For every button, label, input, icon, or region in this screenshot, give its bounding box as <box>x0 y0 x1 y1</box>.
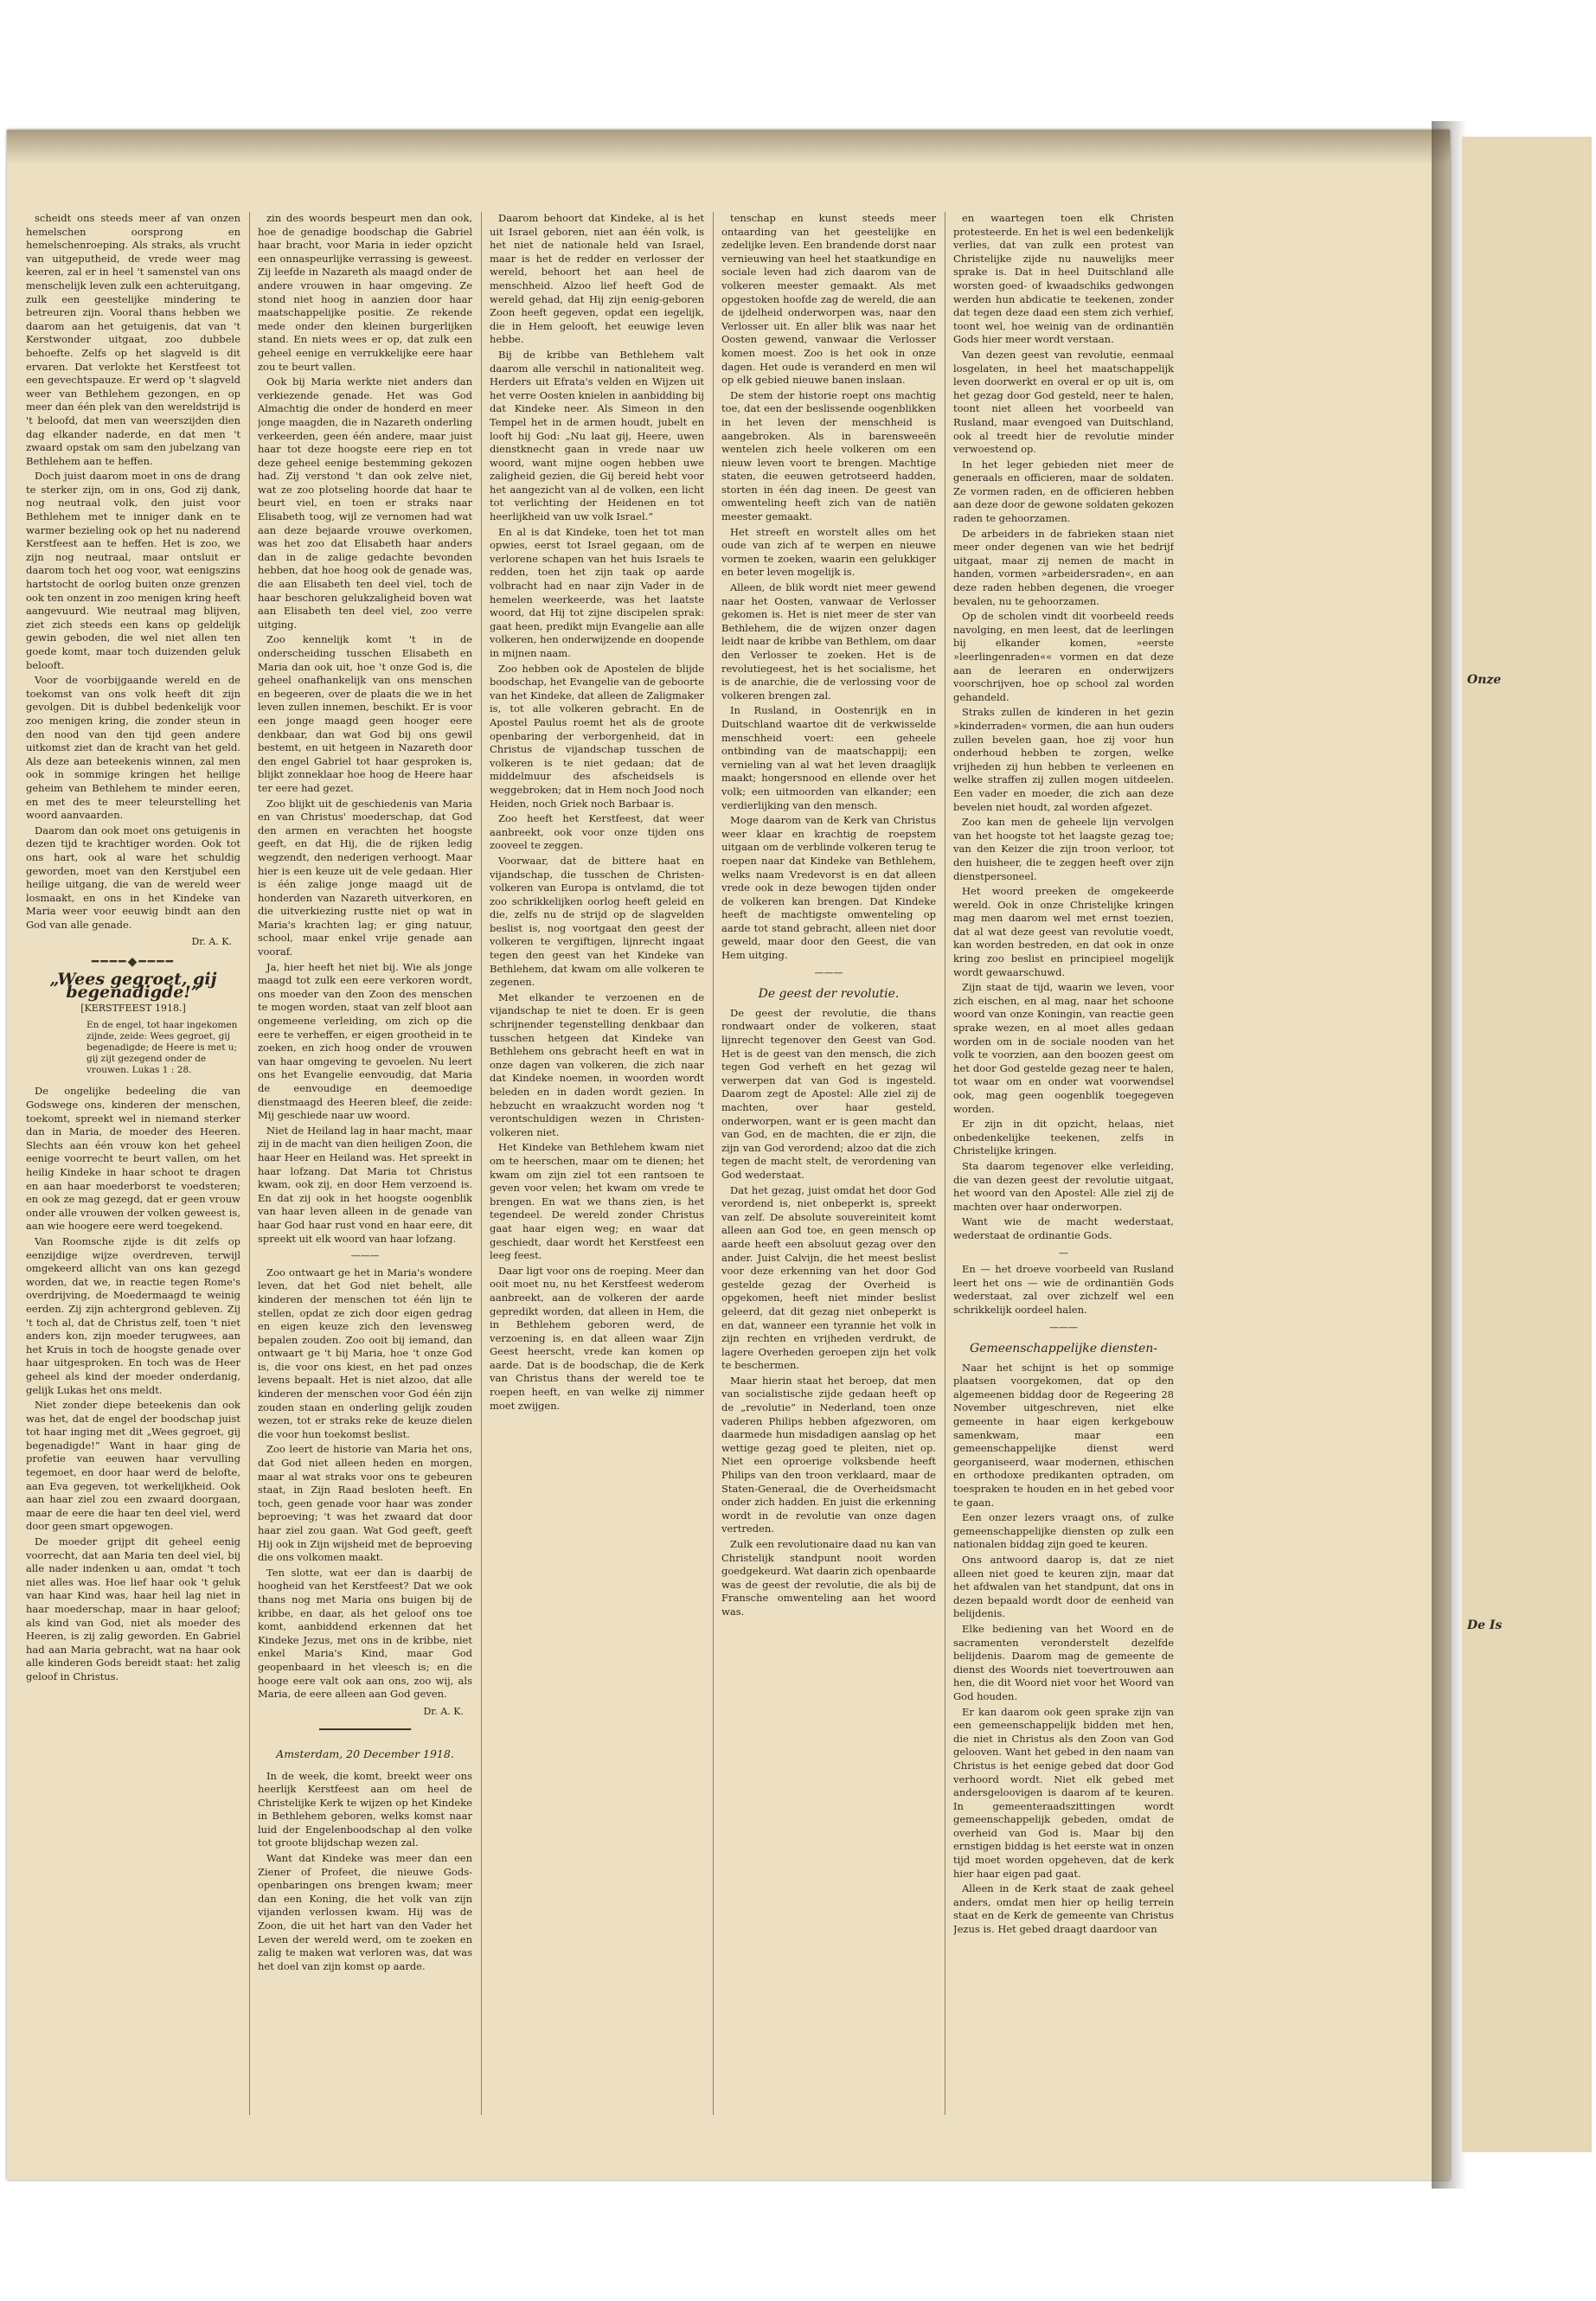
paragraph: Alleen, de blik wordt niet meer gewend naar het Oosten, vanwaar de Verlosser gekomen is. Het is niet meer de ster van Bethlehem, die de wijzen onzer dagen leidt naar de kribbe van Bethlem, om daar den Verlosser te zoeken. Het is de revolutiegeest, het is het socialisme, het is de anarchie, die de verlossing voor de volkeren brengen zal. <box>721 581 936 702</box>
section-separator: ——— <box>350 1250 380 1262</box>
column-1 <box>26 212 240 2167</box>
paragraph: scheidt ons steeds meer af van onzen hemelschen oorsprong en hemelschenroeping. Als straks, als vrucht van uitgeputheid, de vrede weer mag keeren, zal er in heel 't samenstel van ons menschelijk leven zulk een achteruitgang, zulk een geestelijke mindering te betreuren zijn. Vooral thans hebben we daarom aan het getuigenis, dat van 't Kerstwonder uitgaat, zoo dubbele behoefte. Zelfs op het slagveld is dit ervaren. Dat verlokte het Kerstfeest tot een gevechtspauze. Er werd op 't slagveld weer van Bethlehem gezongen, en op meer dan één plek van den wereldstrijd is 't beloofd, dat men van weerszijden dien dag elkander naderde, en dat men 't zwaard opstak om sam den jubelzang van Bethlehem aan te heffen. <box>26 212 240 467</box>
paragraph: De arbeiders in de fabrieken staan niet meer onder degenen van wie het bedrijf uitgaat, maar zij nemen de macht in handen, vormen »arbeidersraden«, en aan deze raden hebben degenen, die vroeger bevalen, nu te gehoorzamen. <box>953 527 1174 607</box>
paragraph: Het Kindeke van Bethlehem kwam niet om te heerschen, maar om te dienen; het kwam om zijn ziel tot een rantsoen te geven voor velen; het kwam om vrede te brengen. En wat we thans zien, is het tegendeel. De wereld zonder Christus gaat haar eigen weg; en waar dat geschiedt, daar wordt het Kerstfeest een leeg feest. <box>490 1141 704 1262</box>
paragraph: Zoo ontwaart ge het in Maria's wondere leven, dat het God niet behelt, alle kinderen der menschen tot één lijn te stellen, opdat ze zich door eigen gedrag en eigen keuze zich den levensweg bepalen zouden. Zoo ooit bij iemand, dan ontwaart ge 't bij Maria, hoe 't onze God is, die voor ons kiest, en het pad onzes levens bepaalt. Het is niet alzoo, dat alle kinderen der menschen voor God één zijn zouden staan en onderling gelijk zouden wezen, tot er straks reke de keuze dielen die voor hun toekomst beslist. <box>258 1266 472 1440</box>
paragraph: Straks zullen de kinderen in het gezin »kinderraden« vormen, die aan hun ouders zullen bevelen gaan, hoe zij voor hun onderhoud hebben te zorgen, welke vrijheden zij hun hebben te verleenen en welke straffen zij zullen mogen uitdeelen. Een vader en moeder, die zich aan deze bevelen niet houdt, zal worden afgezet. <box>953 706 1174 813</box>
paragraph: Dat het gezag, juist omdat het door God verordend is, niet onbeperkt is, spreekt van zelf. De absolute souvereiniteit komt alleen aan God toe, en geen mensch op aarde heeft een absoluut gezag over den ander. Juist Calvijn, die het meest beslist voor deze erkenning van het door God gestelde gezag der Overheid is opgekomen, heeft niet minder beslist geleerd, dat dit gezag niet onbeperkt is en dat, wanneer een tyrannie het volk in zijn rechten en vrijheden verdrukt, de lagere Overheden geroepen zijn het volk te beschermen. <box>721 1183 936 1372</box>
paragraph: Niet zonder diepe beteekenis dan ook was het, dat de engel der boodschap juist tot haar inging met dit „Wees gegroet, gij begenadigde!” Want in haar ging de profetie van eeuwen haar vervulling tegemoet, en door haar werd de belofte, aan Eva gegeven, tot werkelijkheid. Ook aan haar ziel zou een zwaard doorgaan, maar de eere die haar ten deel viel, werd door geen smart opgewogen. <box>26 1399 240 1533</box>
paragraph: Naar het schijnt is het op sommige plaatsen voorgekomen, dat op den algemeenen biddag door de Regeering 28 November uitgeschreven, niet elke gemeente in haar eigen kerkgebouw samenkwam, maar een gemeenschappelijke dienst werd georganiseerd, waar modernen, ethischen en orthodoxe predikanten optraden, om toespraken te houden en in het gebed voor te gaan. <box>953 1361 1174 1509</box>
column-3 <box>490 212 704 2167</box>
paragraph: Elke bediening van het Woord en de sacramenten veronderstelt dezelfde belijdenis. Daarom mag de gemeente de dienst des Woords niet toevertrouwen aan hen, die dit Woord niet voor het Woord van God houden. <box>953 1622 1174 1702</box>
paragraph: Er zijn in dit opzicht, helaas, niet onbedenkelijke teekenen, zelfs in Christelijke kringen. <box>953 1118 1174 1157</box>
section-separator: — <box>1059 1247 1068 1259</box>
paragraph: Zijn staat de tijd, waarin we leven, voor zich eischen, en al mag, naar het schoone woord van onze Koningin, van reactie geen sprake wezen, en al moet alles gedaan worden om in de sociale nooden van het volk te voorzien, aan den boozen geest om het door God gestelde gezag neer te halen, tot waar om en onder wat voorwendsel ook, mag geen oogenblik toegegeven worden. <box>953 981 1174 1115</box>
paragraph: Bij de kribbe van Bethlehem valt daarom alle verschil in nationaliteit weg. Herders uit Efrata's velden en Wijzen uit het verre Oosten knielen in aanbidding bij dat Kindeke neer. Als Simeon in den Tempel het in de armen houdt, jubelt en looft hij God: „Nu laat gij, Heere, uwen dienstknecht gaan in vrede naar uw woord, want mijne oogen hebben uwe zaligheid gezien, die Gij bereid hebt voor het aangezicht van al de volken, een licht tot verlichting der Heidenen en tot heerlijkheid van uw volk Israel.” <box>490 348 704 523</box>
section-separator: ——— <box>1049 1321 1078 1333</box>
paragraph: Op de scholen vindt dit voorbeeld reeds navolging, en men leest, dat de leerlingen bij elkander komen, »eerste »leerlingenraden«« vormen en dat deze aan de leeraren en onderwijzers voorschrijven, hoe op school zal worden gehandeld. <box>953 610 1174 703</box>
paragraph: tenschap en kunst steeds meer ontaarding van het geestelijke en zedelijke leven. Een brandende dorst naar vernieuwing van heel het staatkundige en sociale leven had zich daarom van de volkeren meester gemaakt. Als met opgestoken hoofde zag de wereld, die aan de ijdelheid onderworpen was, naar den Verlosser uit. En aller blik was naar het Oosten gewend, vanwaar die Verlosser komen moest. Zoo is het ook in onze dagen. Het oude is veranderd en men wil op elk gebied nieuwe banen inslaan. <box>721 212 936 387</box>
paragraph: Een onzer lezers vraagt ons, of zulke gemeenschappelijke diensten op zulk een nationalen biddag zijn goed te keuren. <box>953 1511 1174 1551</box>
article-subtitle: [KERSTFEEST 1918.] <box>80 1002 186 1014</box>
paragraph: De ongelijke bedeeling die van Godswege ons, kinderen der menschen, toekomt, spreekt wel in niemand sterker dan in Maria, de moeder des Heeren. Slechts aan één vrouw kon het geheel eenige voorrecht te beurt vallen, om het heilig Kindeke in haar schoot te dragen en aan haar moederborst te voedsteren; en ook ze mag gezegd, dat er geen vrouw onder alle vrouwen der volken geweest is, aan wie hoogere eere werd toegekend. <box>26 1085 240 1233</box>
next-page-sliver <box>1462 137 1592 2152</box>
paragraph: Voorwaar, dat de bittere haat en vijandschap, die tusschen de Christen-volkeren van Europa is ontvlamd, die tot zoo schrikkelijken oorlog heeft geleid en die, zelfs nu de strijd op de slagvelden beslist is, nog voortgaat den geest der volkeren te vergiftigen, lijnrecht ingaat tegen den geest van het Kindeke van Bethlehem, dat kwam om alle volkeren te zegenen. <box>490 854 704 989</box>
paragraph: Van Roomsche zijde is dit zelfs op eenzijdige wijze overdreven, terwijl omgekeerd allicht van ons kan gezegd worden, dat we, in reactie tegen Rome's overdrijving, de Moedermaagd te weinig eerden. Zij zijn achtergrond gebleven. Zij 't toch al, dat de Christus zelf, toen 't niet anders kon, zijn moeder terugwees, aan het Kruis in toch de hoogste genade over haar uitgesproken. En toch was de Heer geheel als kind der moeder onderdanig, gelijk Lukas het ons meldt. <box>26 1234 240 1396</box>
next-page-heading-2: De Is <box>1467 1618 1503 1633</box>
column-rule <box>249 212 250 2115</box>
newspaper-columns <box>26 212 1445 2176</box>
paragraph: Zoo kan men de geheele lijn vervolgen van het hoogste tot het laagste gezag toe; van den Keizer die zijn troon verloor, tot den huisheer, die te zeggen heeft over zijn dienstpersoneel. <box>953 816 1174 882</box>
page-top-edge-shadow <box>7 130 1450 164</box>
paragraph: Zoo kennelijk komt 't in de onderscheiding tusschen Elisabeth en Maria dan ook uit, hoe 't onze God is, die geheel onafhankelijk van ons menschen en begeeren, over de plaats die we in het leven zullen innemen, beschikt. Er is voor een jonge maagd geen hooger eere denkbaar, dan wat God bij ons gewil bestemt, en uit hetgeen in Nazareth door den engel Gabriel tot haar gesproken is, blijkt zonneklaar hoe hoog de Heere haar ter eere had gezet. <box>258 633 472 794</box>
paragraph: In Rusland, in Oostenrijk en in Duitschland waartoe dit de verkwisselde menschheid voert: een geheele ontbinding van de maatschappij; een vernieling van al wat het leven draaglijk maakt; hongersnood en ellende over het volk; een uitmoorden van elkander; een verdierlijking van den mensch. <box>721 704 936 811</box>
paragraph: Zulk een revolutionaire daad nu kan van Christelijk standpunt nooit worden goedgekeurd. Wat daarin zich openbaarde was de geest der revolutie, die als bij de Fransche omwenteling aan het woord was. <box>721 1538 936 1618</box>
next-page-column <box>1467 215 1592 2152</box>
paragraph: Want wie de macht wederstaat, wederstaat de ordinantie Gods. <box>953 1215 1174 1241</box>
paragraph: Zoo leert de historie van Maria het ons, dat God niet alleen heden en morgen, maar al wat straks voor ons te gebeuren staat, in Zijn Raad besloten heeft. En toch, geen genade voor haar was zonder beproeving; 't was het zwaard dat door haar ziel zou gaan. Wat God geeft, geeft Hij ook in Zijn wijsheid met de beproeving die ons volkomen maakt. <box>258 1443 472 1564</box>
column-4 <box>721 212 936 2167</box>
paragraph: Alleen in de Kerk staat de zaak geheel anders, omdat men hier op heilig terrein staat en de Kerk de gemeente van Christus Jezus is. Het gebed draagt daardoor van <box>953 1882 1174 1936</box>
column-rule <box>713 212 714 2115</box>
column-rule <box>481 212 482 2115</box>
article-title: „Wees gegroet, gij begenadigde!” <box>49 969 217 1003</box>
article-signature: Dr. A. K. <box>191 936 232 948</box>
paragraph: Daarom dan ook moet ons getuigenis in dezen tijd te krachtiger worden. Ook tot ons hart, ook al ware het schuldig geworden, moet van den Kerstjubel een heilige uitgang, die van de wereld weer losmaakt, en ons in het Kindeke van Maria weer voor eeuwig bindt aan den God van alle genade. <box>26 824 240 931</box>
article-motto: En de engel, tot haar ingekomen zijnde, zeide: Wees gegroet, gij begenadigde; de Heere is met u; gij zijt gezegend onder de vrouwen. Lukas 1 : 28. <box>87 1020 238 1076</box>
column-5 <box>953 212 1174 2167</box>
paragraph: Er kan daarom ook geen sprake zijn van een gemeenschappelijk bidden met hen, die niet in Christus als den Zoon van God gelooven. Want het gebed in den naam van Christus is het eenige gebed dat door God verhoord wordt. Niet elk gebed met andersgeloovigen is daarom af te keuren. In gemeenteraadszittingen wordt gemeenschappelijk gebeden, omdat de overheid van God is. Maar bij den ernstigen biddag is het eerste wat in onzen tijd moet worden opgeheven, dat de kerk hier haar eigen pad gaat. <box>953 1705 1174 1880</box>
paragraph: En — het droeve voorbeeld van Rusland leert het ons — wie de ordinantiën Gods wederstaat, zal over zichzelf wel een schrikkelijk oordeel halen. <box>953 1263 1174 1316</box>
paragraph: Moge daarom van de Kerk van Christus weer klaar en krachtig de roepstem uitgaan om de verblinde volkeren terug te roepen naar dat Kindeke van Bethlehem, welks naam Vredevorst is en dat alleen vrede ook in deze bewogen tijden onder de volkeren kan brengen. Dat Kindeke heeft de machtigste omwenteling op aarde tot stand gebracht, alleen niet door geweld, maar door den Geest, die van Hem uitging. <box>721 814 936 962</box>
paragraph: Doch juist daarom moet in ons de drang te sterker zijn, om in ons, God zij dank, nog neutraal volk, den juist voor Bethlehem met te inniger dank en te warmer bezieling ook op het nu naderend Kerstfeest aan te heffen. Het is zoo, we zijn nog neutraal, maar ontsluit er daarom toch het oog voor, wat eenigszins hartstocht de oorlog buiten onze grenzen ook ten onzent in zoo menigen kring heeft aangevuurd. Wie neutraal mag blijven, ziet zich steeds een kans op geldelijk gewin geboden, die wel niet allen ten goede komt, maar toch duizenden geluk belooft. <box>26 470 240 671</box>
paragraph: Zoo hebben ook de Apostelen de blijde boodschap, het Evangelie van de geboorte van het Kindeke, dat alleen de Zaligmaker is, tot alle volkeren gebracht. En de Apostel Paulus roemt het als de groote openbaring der verborgenheid, dat in Christus de vijandschap tusschen de volkeren is te niet gedaan; dat de middelmuur des afscheidsels is weggebroken; dat in Hem noch Jood noch Heiden, noch Griek noch Barbaar is. <box>490 662 704 810</box>
section-title: Gemeenschappelijke diensten- <box>969 1342 1158 1356</box>
article-signature: Dr. A. K. <box>423 1705 464 1717</box>
paragraph: Niet de Heiland lag in haar macht, maar zij in de macht van dien heiligen Zoon, die haar Heer en Heiland was. Het spreekt in haar lofzang. Dat Maria tot Christus kwam, ook zij, en door Hem verzoend is. En dat zij ook in het hoogste oogenblik van haar leven alleen in de genade van haar God haar rust vond en haar eere, dit spreekt uit elk woord van haar lofzang. <box>258 1124 472 1245</box>
paragraph: De stem der historie roept ons machtig toe, dat een der beslissende oogenblikken in het leven der menschheid is aangebroken. Als in barensweeën wentelen zich heele volkeren om een nieuw leven voort te brengen. Machtige staten, die eeuwen getrotseerd hadden, storten in één dag ineen. De geest van omwenteling heeft zich van de natiën meester gemaakt. <box>721 388 936 523</box>
paragraph: In het leger gebieden niet meer de generaals en officieren, maar de soldaten. Ze vormen raden, en de officieren hebben aan deze door de gewone soldaten gekozen raden te gehoorzamen. <box>953 458 1174 525</box>
dateline: Amsterdam, 20 December 1918. <box>276 1747 454 1760</box>
paragraph: Ook bij Maria werkte niet anders dan verkiezende genade. Het was God Almachtig die onder de honderd en meer jonge maagden, die in Nazareth onderling verkeerden, geen één andere, maar juist haar tot deze hoogste eere riep en tot deze geheel eenige bestemming gekozen had. Zij verstond 't dan ook zelve niet, wat ze zoo plotseling hoorde dat haar te beurt viel, en toen er straks naar Elisabeth toog, wijl ze vernomen had wat aan deze bejaarde vrouwe overkomen, was het zoo dat Elisabeth haar anders dan in de zalige gedachte bevonden hebben, dat hoe hoog ook de genade was, die aan Elisabeth ten deel viel, toch de haar beschoren gelukzaligheid boven wat aan Elisabeth ten deel viel, zoo verre uitging. <box>258 375 472 631</box>
paragraph: Daarom behoort dat Kindeke, al is het uit Israel geboren, niet aan één volk, is het niet de nationale held van Israel, maar is het de redder en verlosser der wereld, behoort het aan heel de menschheid. Alzoo lief heeft God de wereld gehad, dat Hij zijn eenig-geboren Zoon heeft gegeven, opdat een iegelijk, die in Hem gelooft, het eeuwige leven hebbe. <box>490 212 704 346</box>
section-separator: ——— <box>814 966 843 978</box>
paragraph: Zoo blijkt uit de geschiedenis van Maria en van Christus' moederschap, dat God den armen en verachten het hoogste geeft, en dat Hij, die de rijken ledig wegzendt, den nederigen verhoogt. Maar hier is een keuze uit de vele gedaan. Hier is één zalige jonge maagd uit de honderden van Nazareth uitverkoren, en die uitverkiezing rustte niet op wat in Maria's krachten lag; er ging natuur, school, maar enkel vrije genade aan vooraf. <box>258 797 472 958</box>
paragraph: Het streeft en worstelt alles om het oude van zich af te werpen en nieuwe vormen te zoeken, waarin een gelukkiger en beter leven mogelijk is. <box>721 525 936 579</box>
section-separator: ━━━━━━━━━━━━━━━━ <box>319 1724 411 1736</box>
article-heading <box>26 956 240 1015</box>
paragraph: Want dat Kindeke was meer dan een Ziener of Profeet, die nieuwe Gods-openbaringen ons brengen kwam; meer dan een Koning, die het volk van zijn vijanden verlossen kwam. Hij was de Zoon, die uit het hart van den Vader het Leven der wereld werd, om te zoeken en zalig te maken wat verloren was, dat was het doel van zijn komst op aarde. <box>258 1852 472 1972</box>
paragraph: en waartegen toen elk Christen protesteerde. En het is wel een bedenkelijk verlies, dat van zulk een protest van Christelijke zijde nu nauwelijks meer sprake is. Dat in heel Duitschland alle worsten goed- of kwaadschiks gedwongen werden hun abdicatie te teekenen, zonder dat tegen deze daad een stem zich verhief, toont wel, hoe weinig van de ordinantiën Gods hier meer wordt verstaan. <box>953 212 1174 346</box>
paragraph: De moeder grijpt dit geheel eenig voorrecht, dat aan Maria ten deel viel, bij alle nader indenken u aan, omdat 't toch niet alles was. Hoe lief haar ook 't geluk van haar Kind was, haar heil lag niet in haar moederschap, maar in haar geloof; als kind van God, niet als moeder des Heeren, is zij zalig geworden. En Gabriel had aan Maria gebracht, wat na haar ook alle kinderen Gods bereidt staat: het zalig geloof in Christus. <box>26 1535 240 1682</box>
paragraph: Maar hierin staat het beroep, dat men van socialistische zijde gedaan heeft op de „revolutie” in Nederland, toen onze vaderen Philips hebben afgezworen, om daarmede hun misdadigen aanslag op het wettige gezag goed te pleiten, niet op. Niet een oproerige volksbende heeft Philips van den troon verklaard, maar de Staten-Generaal, die de Overheidsmacht onder zich hadden. En juist die erkenning wordt in de revolutie van onze dagen vertreden. <box>721 1374 936 1535</box>
paragraph: Daar ligt voor ons de roeping. Meer dan ooit moet nu, nu het Kerstfeest wederom aanbreekt, aan de volkeren der aarde gepredikt worden, dat alleen in Hem, die in Bethlehem geboren werd, de verzoening is, en dat alleen waar Zijn Geest heerscht, vrede kan komen op aarde. Dat is de boodschap, die de Kerk van Christus thans der wereld toe te roepen heeft, en van welke zij nimmer moet zwijgen. <box>490 1264 704 1412</box>
paragraph: En al is dat Kindeke, toen het tot man opwies, eerst tot Israel gegaan, om de verlorene schapen van het huis Israels te redden, toen het zijn taak op aarde volbracht had en naar zijn Vader in de hemelen weerkeerde, was het laatste woord, dat Hij tot zijne discipelen sprak: gaat heen, predikt mijn Evangelie aan alle volkeren, hen onderwijzende en doopende in mijnen naam. <box>490 525 704 659</box>
ornament-divider: ━━━━◆━━━━ <box>91 955 176 970</box>
paragraph: Met elkander te verzoenen en de vijandschap te niet te doen. Er is geen schrijnender tegenstelling denkbaar dan tusschen hetgeen dat Kindeke van Bethlehem ons gebracht heeft en wat in onze dagen van volkeren, die zich naar dat Kindeke noemen, in woorden wordt beleden en in daden wordt gezien. In hebzucht en wraakzucht worden nog 't verontschuldigen wezen in Christen-volkeren niet. <box>490 990 704 1138</box>
paragraph: Het woord preeken de omgekeerde wereld. Ook in onze Christelijke kringen mag men daarom wel met ernst toezien, dat al wat deze geest van revolutie voedt, kan worden bestreden, en dat ook in onze kring zoo beslist en principieel mogelijk wordt gewaarschuwd. <box>953 885 1174 978</box>
paragraph: De geest der revolutie, die thans rondwaart onder de volkeren, staat lijnrecht tegenover den Geest van God. Het is de geest van den mensch, die zich tegen God verheft en het gezag wil verwerpen dat van God is ingesteld. Daarom zegt de Apostel: Alle ziel zij de machten, over haar gesteld, onderworpen, want er is geen macht dan van God, en de machten, die er zijn, die zijn van God verordend; alzoo dat die zich tegen de macht stelt, de verordening van God wederstaat. <box>721 1006 936 1181</box>
paragraph: Van dezen geest van revolutie, eenmaal losgelaten, in heel het maatschappelijk leven doorwerkt en overal er op uit is, om het gezag door God gesteld, neer te halen, toont niet alleen het voorbeeld van Rusland, maar evengoed van Duitschland, ook al treedt hier de revolutie minder verwoestend op. <box>953 348 1174 456</box>
paragraph: Ja, hier heeft het niet bij. Wie als jonge maagd tot zulk een eere verkoren wordt, ons moeder van den Zoon des menschen te mogen worden, staat van zelf bloot aan ongemeene verleiding, om zich op die eere te verheffen, er eigen grootheid in te zoeken, en zich hoog onder de vrouwen van haar omgeving te gevoelen. Nu leert ons het Evangelie eenvoudig, dat Maria de eenvoudige en deemoedige dienstmaagd des Heeren bleef, die zeide: Mij geschiede naar uw woord. <box>258 960 472 1122</box>
section-title: De geest der revolutie. <box>758 987 900 1002</box>
paragraph: Sta daarom tegenover elke verleiding, die van dezen geest der revolutie uitgaat, het woord van den Apostel: Alle ziel zij de machten over haar onderworpen. <box>953 1159 1174 1213</box>
paragraph: Ten slotte, wat eer dan is daarbij de hoogheid van het Kerstfeest? Dat we ook thans nog met Maria ons buigen bij de kribbe, en daar, als het geloof ons toe komt, aanbiddend erkennen dat het Kindeke Jezus, met ons in de kribbe, niet enkel Maria's Kind, maar God geopenbaard in het vleesch is; en die hooge eere valt ook aan ons, zoo wij, als Maria, de eere alleen aan God geven. <box>258 1566 472 1701</box>
paragraph: Zoo heeft het Kerstfeest, dat weer aanbreekt, ook voor onze tijden ons zooveel te zeggen. <box>490 812 704 852</box>
paragraph: Ons antwoord daarop is, dat ze niet alleen niet goed te keuren zijn, maar dat het afdwalen van het standpunt, dat ons in dezen bepaald wordt door de eenheid van belijdenis. <box>953 1554 1174 1620</box>
paragraph: Voor de voorbijgaande wereld en de toekomst van ons volk heeft dit zijn gevolgen. Dit is dubbel bedenkelijk voor zoo menigen kring, die zonder steun in den nood van den tijd geen andere uitkomst ziet dan de kracht van het geld. Als deze aan beteekenis winnen, zal men ook in sommige kringen het heilige geheim van Bethlehem te minder eeren, en met des te meer teleurstelling het woord aanvaarden. <box>26 674 240 822</box>
paragraph: In de week, die komt, breekt weer ons heerlijk Kerstfeest aan om heel de Christelijke Kerk te wijzen op het Kindeke in Bethlehem geboren, welks komst naar luid der Engelenboodschap al den volke tot groote blijdschap wezen zal. <box>258 1769 472 1849</box>
column-2 <box>258 212 472 2167</box>
next-page-heading: Onze <box>1467 672 1502 687</box>
paragraph: zin des woords bespeurt men dan ook, hoe de genadige boodschap die Gabriel haar bracht, voor Maria in ieder opzicht een onnaspeurlijke verrassing is geweest. Zij leefde in Nazareth als maagd onder de andere vrouwen in haar omgeving. Ze stond niet hoog in aanzien door haar maatschappelijke positie. Ze rekende mede onder den kleinen burgerlijken stand. En niets wees er op, dat zulk een geheel eenige en verrukkelijke eere haar zou te beurt vallen. <box>258 212 472 373</box>
